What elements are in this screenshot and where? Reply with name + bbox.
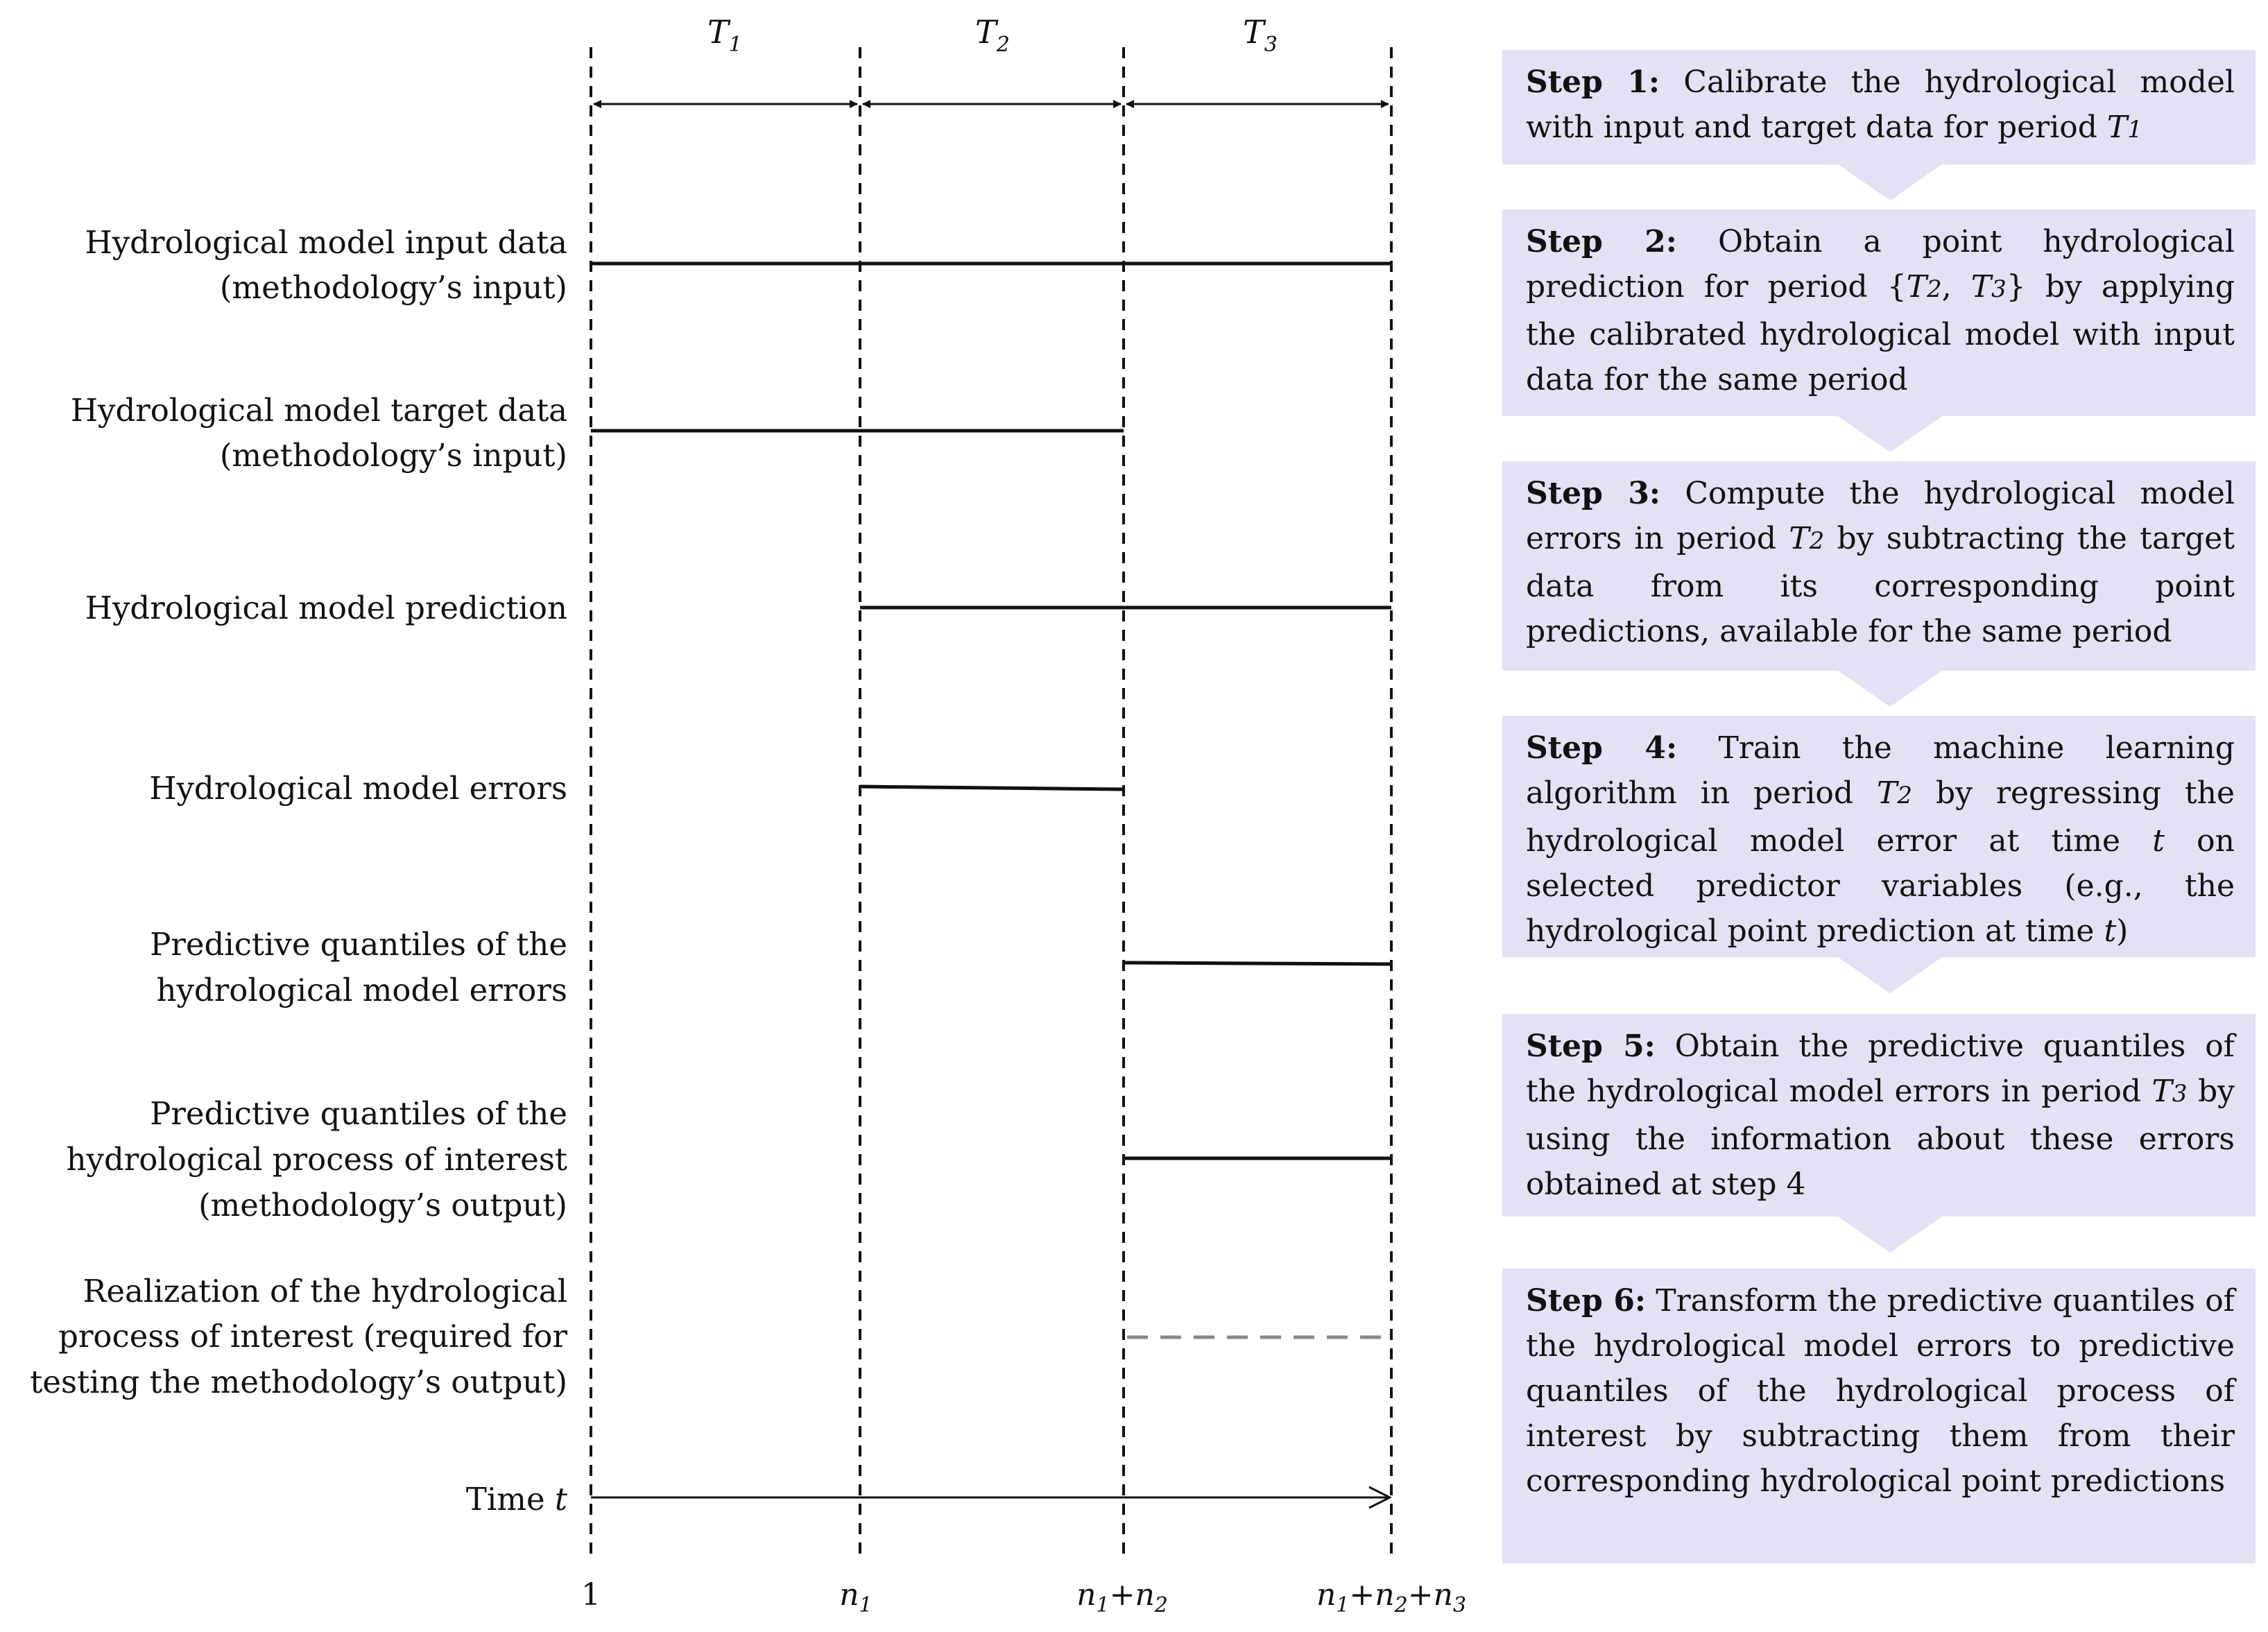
period-label-t2: $T_2$: [975, 13, 1010, 57]
svg-text:(methodology’s input): (methodology’s input): [219, 437, 567, 474]
step-text-2: Obtain a point hydrological prediction for period {T2, T3} by applying the calibrated hydrological model with input data for the same period: [1526, 224, 2235, 397]
svg-text:process of interest (required: process of interest (required for: [58, 1318, 567, 1355]
row-label-model-prediction: [85, 590, 567, 626]
period-label-t3: $T_3$: [1243, 13, 1278, 57]
svg-text:hydrological process of intere: hydrological process of interest: [66, 1141, 567, 1178]
tick-label-n1n2n3: $n_1+n_2+n_3$: [1316, 1577, 1467, 1617]
svg-text:Hydrological model target data: Hydrological model target data: [70, 392, 567, 429]
svg-text:Realization of the hydrologica: Realization of the hydrological: [83, 1273, 567, 1309]
step-box-5: Step 5: Obtain the predictive quantiles of the hydrological model errors in period T3 by using the information about these errors obtained at step 4: [1502, 1014, 2256, 1217]
step-text-4: Train the machine learning algorithm in period T2 by regressing the hydrological model error at time t on selected predictor variables (e.g., the hydrological point prediction at time t): [1526, 730, 2235, 949]
step-box-4: Step 4: Train the machine learning algorithm in period T2 by regressing the hydrological model error at time t on selected predictor variables (e.g., the hydrological point prediction at time t): [1502, 716, 2256, 957]
bar-error-quantiles: [1124, 963, 1391, 964]
svg-text:Predictive quantiles of the: Predictive quantiles of the: [150, 926, 567, 963]
row-label-input-data: [85, 224, 567, 306]
svg-text:Hydrological model errors: Hydrological model errors: [149, 770, 567, 807]
step-text-6: Transform the predictive quantiles of the hydrological model errors to predictive quantiles of the hydrological process of interest by subtracting them from their corresponding hydrological point predictions: [1526, 1283, 2235, 1499]
row-label-realization: [30, 1273, 567, 1400]
step-arrow-2: [1838, 416, 1942, 452]
row-label-process-quantiles: [67, 1095, 567, 1223]
period-label-t1: $T_1$: [707, 13, 742, 57]
step-text-3: Compute the hydrological model errors in period T2 by subtracting the target data from its corresponding point predictions, available for the same period: [1526, 476, 2235, 649]
step-box-2: Step 2: Obtain a point hydrological prediction for period {T2, T3} by applying the calibrated hydrological model with input data for the same period: [1502, 209, 2256, 416]
tick-label-n1n2: $n_1+n_2$: [1076, 1577, 1168, 1617]
step-arrow-1: [1838, 164, 1942, 200]
tick-label-1: 1: [581, 1577, 601, 1613]
svg-text:(methodology’s output): (methodology’s output): [198, 1187, 567, 1223]
svg-text:hydrological model errors: hydrological model errors: [156, 972, 567, 1008]
step-text-1: Calibrate the hydrological model with input and target data for period T1: [1526, 65, 2235, 145]
row-label-target-data: [71, 392, 567, 474]
step-arrow-3: [1838, 671, 1942, 707]
step-box-3: Step 3: Compute the hydrological model errors in period T2 by subtracting the target data from its corresponding point predictions, available for the same period: [1502, 461, 2256, 671]
bar-model-errors: [860, 787, 1124, 789]
svg-text:Predictive quantiles of the: Predictive quantiles of the: [150, 1095, 567, 1132]
row-label-model-errors: [149, 770, 567, 807]
step-box-1: Step 1: Calibrate the hydrological model with input and target data for period T1: [1502, 50, 2256, 164]
svg-text:(methodology’s input): (methodology’s input): [219, 269, 567, 306]
tick-label-n1: $n_1$: [839, 1577, 873, 1617]
svg-text:testing the methodology’s outp: testing the methodology’s output): [30, 1364, 567, 1400]
step-box-6: Step 6: Transform the predictive quantiles of the hydrological model errors to predictive quantiles of the hydrological process of interest by subtracting them from their corresponding hydrological point predictions: [1502, 1269, 2256, 1563]
svg-text:Hydrological model input data: Hydrological model input data: [85, 224, 567, 261]
step-text-5: Obtain the predictive quantiles of the hydrological model errors in period T3 by using the information about these errors obtained at step 4: [1526, 1029, 2235, 1202]
step-arrow-5: [1838, 1217, 1942, 1253]
steps-panel: [1502, 50, 2256, 1562]
svg-text:Hydrological model prediction: Hydrological model prediction: [85, 590, 567, 626]
row-label-error-quantiles: [150, 926, 567, 1008]
step-arrow-4: [1838, 957, 1942, 993]
time-axis-label: Time t: [465, 1481, 567, 1518]
